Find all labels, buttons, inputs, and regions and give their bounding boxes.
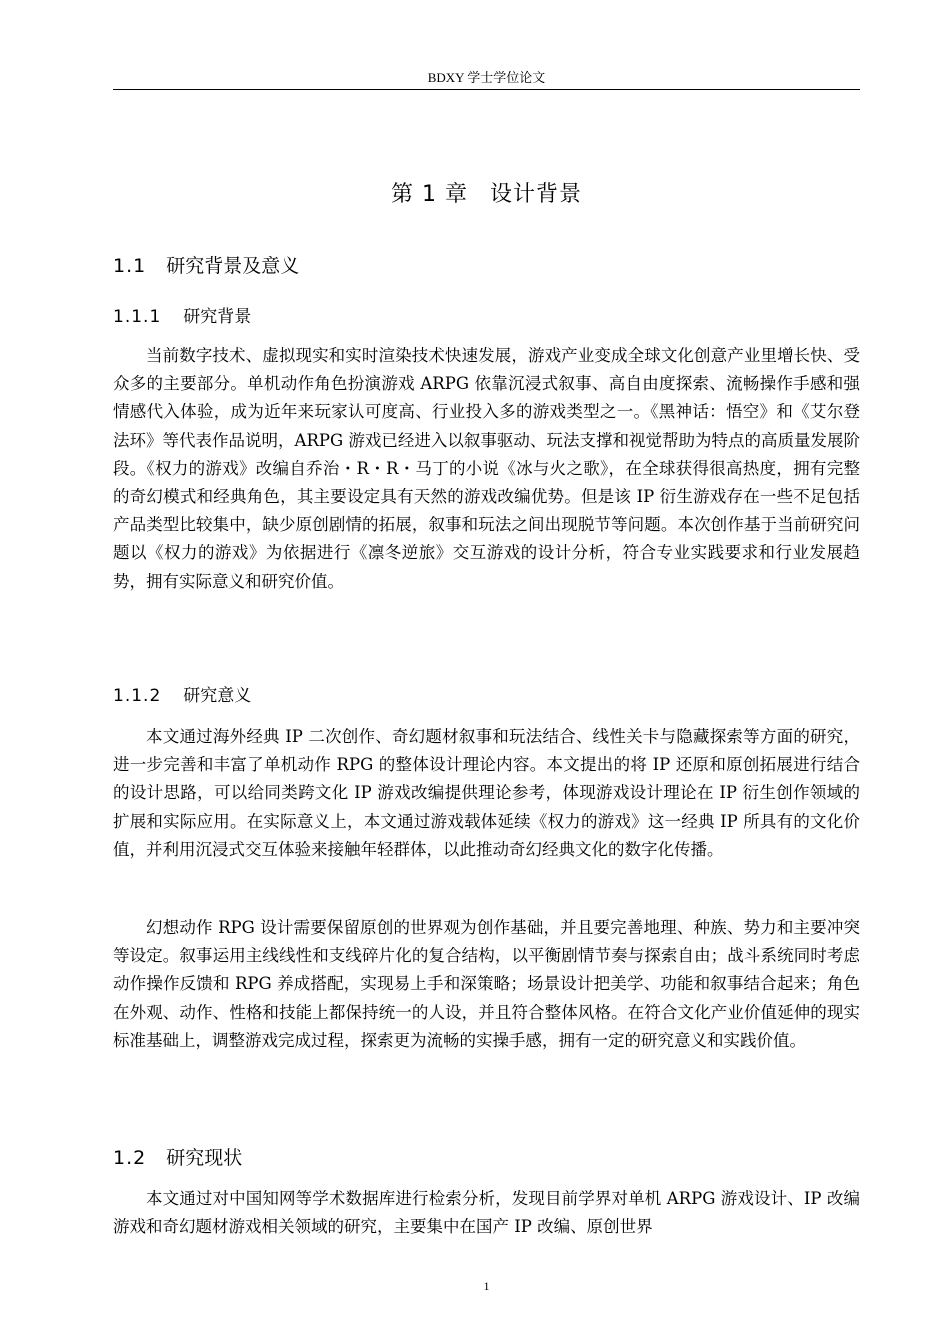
section-heading-1-2 <box>113 1145 242 1171</box>
subsection-title: 研究背景 <box>183 307 252 327</box>
body-paragraph: 幻想动作 RPG 设计需要保留原创的世界观为创作基础，并且要完善地理、种族、势力和主要冲突等设定。叙事运用主线线性和支线碎片化的复合结构，以平衡剧情节奏与探索自由；战斗系统同时考虑动作操作反馈和 RPG 养成搭配，实现易上手和深策略；场景设计把美学、功能和叙事结合起来；角色在外观、动作、性格和技能上都保持统一的人设，并且符合整体风格。在符合文化产业价值延伸的现实标准基础上，调整游戏完成过程，探索更为流畅的实操手感，拥有一定的研究意义和实践价值。 <box>113 918 860 1050</box>
chapter-title-text: 设计背景 <box>489 182 582 207</box>
chapter-number: 第 1 章 <box>391 182 468 207</box>
section-number: 1.2 <box>113 1147 147 1169</box>
page-number: 1 <box>483 1279 490 1293</box>
section-number: 1.1 <box>113 255 147 277</box>
subsection-number: 1.1.1 <box>113 307 162 327</box>
body-paragraph: 本文通过对中国知网等学术数据库进行检索分析，发现目前学界对单机 ARPG 游戏设计、IP 改编游戏和奇幻题材游戏相关领域的研究，主要集中在国产 IP 改编、原创世界 <box>113 1189 860 1237</box>
section-title: 研究背景及意义 <box>166 255 300 277</box>
running-header: BDXY 学士学位论文 <box>427 70 546 85</box>
section-title: 研究现状 <box>166 1147 243 1169</box>
subsection-heading-1-1-1 <box>113 305 251 329</box>
header-divider <box>113 89 860 90</box>
chapter-title <box>113 180 860 210</box>
body-paragraph: 本文通过海外经典 IP 二次创作、奇幻题材叙事和玩法结合、线性关卡与隐藏探索等方面的研究，进一步完善和丰富了单机动作 RPG 的整体设计理论内容。本文提出的将 IP 还原和原创拓展进行结合的设计思路，可以给同类跨文化 IP 游戏改编提供理论参考，体现游戏设计理论在 IP 衍生创作领域的扩展和实际应用。在实际意义上，本文通过游戏载体延续《权力的游戏》这一经典 IP 所具有的文化价值，并利用沉浸式交互体验来接触年轻群体，以此推动奇幻经典文化的数字化传播。 <box>113 727 860 859</box>
subsection-title: 研究意义 <box>183 686 252 706</box>
body-paragraph: 当前数字技术、虚拟现实和实时渲染技术快速发展，游戏产业变成全球文化创意产业里增长快、受众多的主要部分。单机动作角色扮演游戏 ARPG 依靠沉浸式叙事、高自由度探索、流畅操作手感和强情感代入体验，成为近年来玩家认可度高、行业投入多的游戏类型之一。《黑神话：悟空》和《艾尔登法环》等代表作品说明，ARPG 游戏已经进入以叙事驱动、玩法支撑和视觉帮助为特点的高质量发展阶段。《权力的游戏》改编自乔治・R・R・马丁的小说《冰与火之歌》，在全球获得很高热度，拥有完整的奇幻模式和经典角色，其主要设定具有天然的游戏改编优势。但是该 IP 衍生游戏存在一些不足包括产品类型比较集中，缺少原创剧情的拓展，叙事和玩法之间出现脱节等问题。本次创作基于当前研究问题以《权力的游戏》为依据进行《凛冬逆旅》交互游戏的设计分析，符合专业实践要求和行业发展趋势，拥有实际意义和研究价值。 <box>113 346 860 591</box>
subsection-heading-1-1-2 <box>113 684 251 708</box>
section-heading-1-1 <box>113 253 299 279</box>
subsection-number: 1.1.2 <box>113 686 162 706</box>
